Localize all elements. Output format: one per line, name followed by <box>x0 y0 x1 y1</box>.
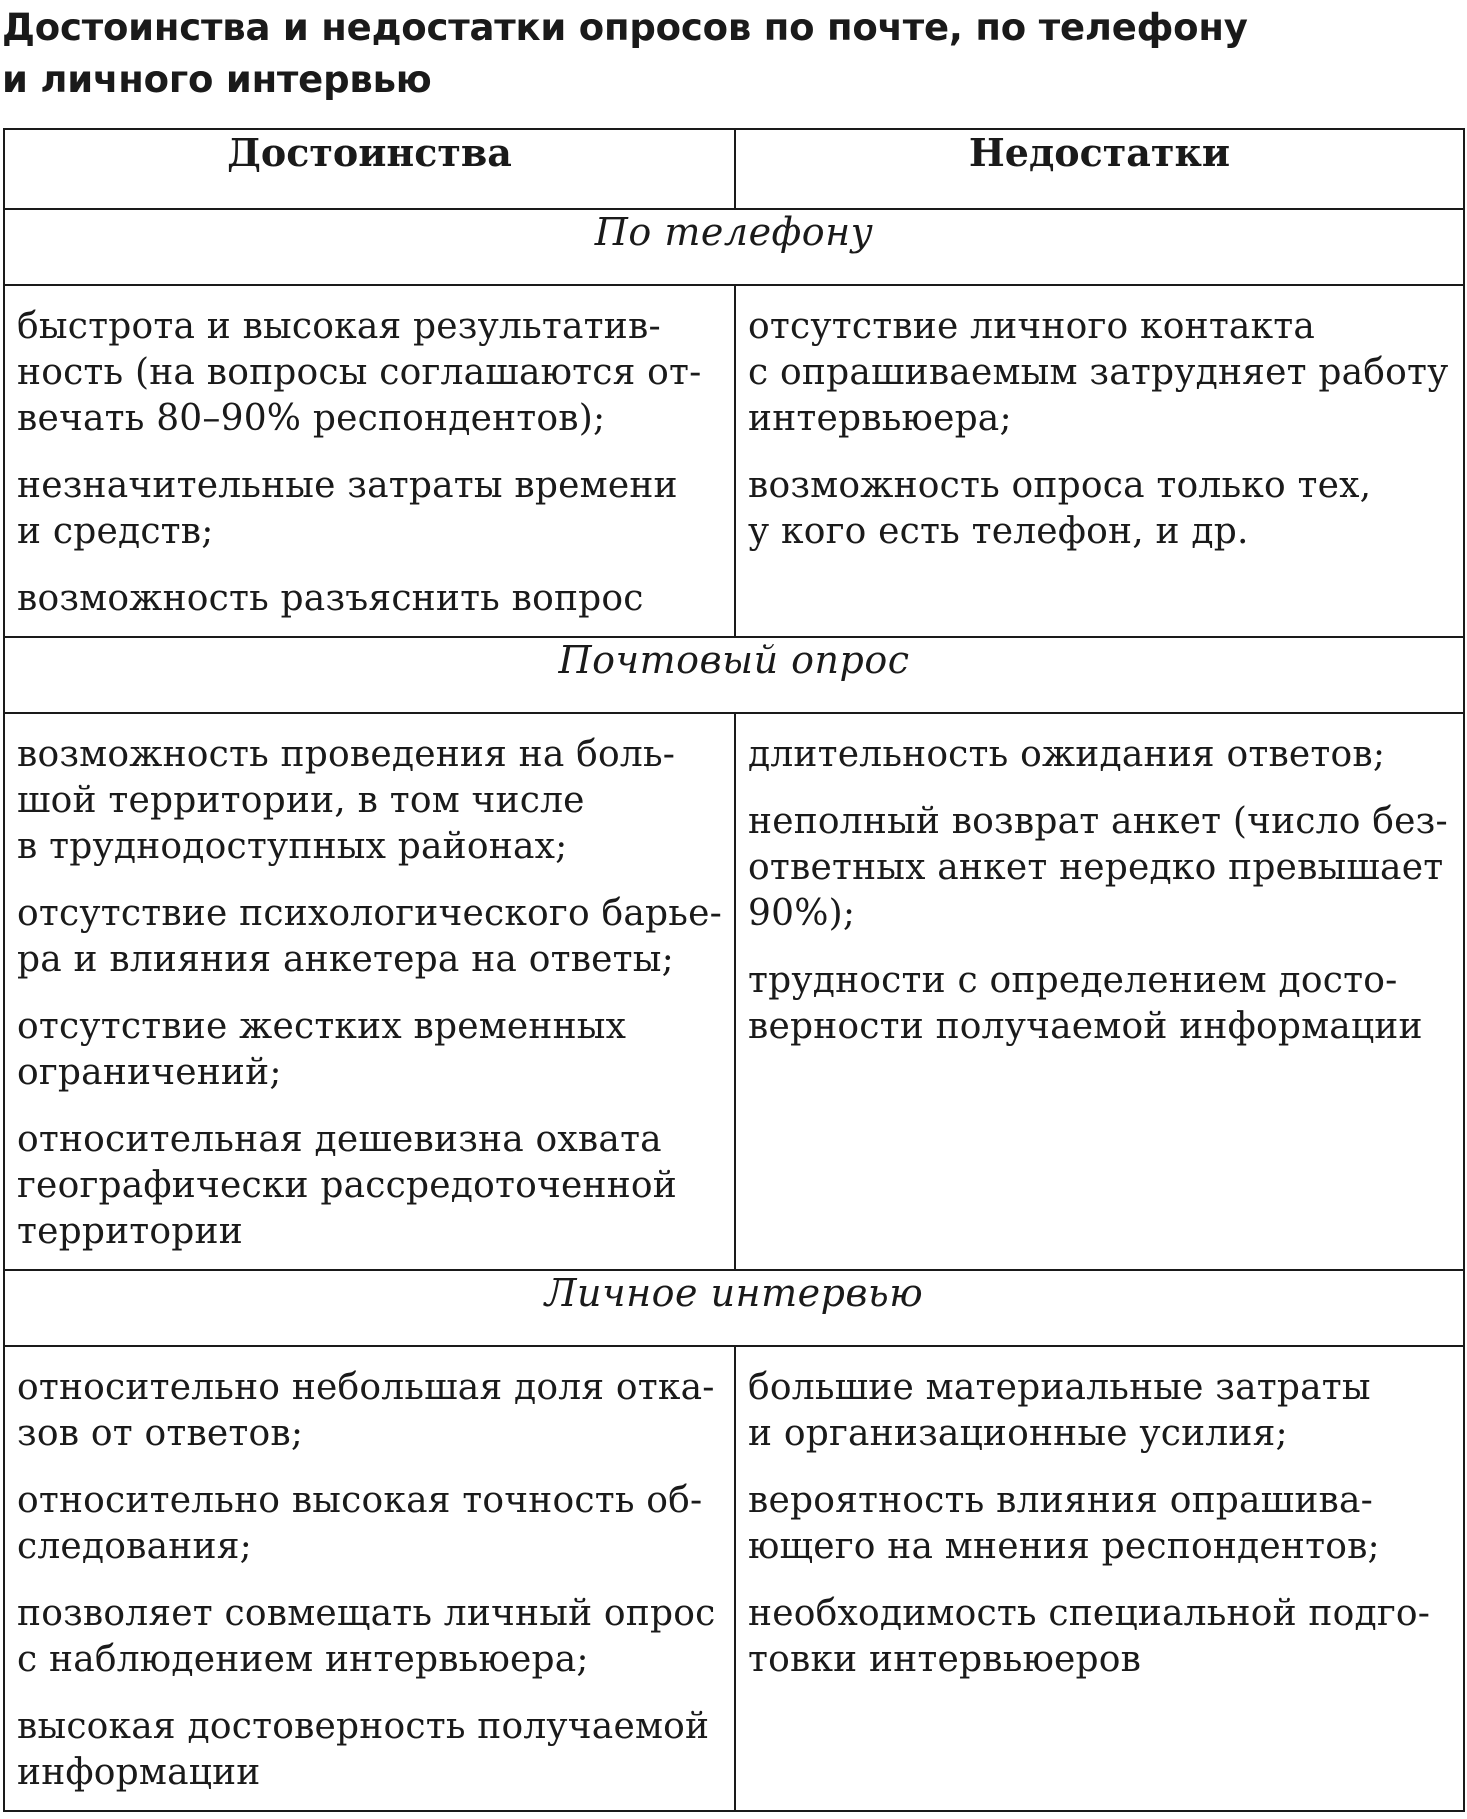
text-line: большие материальные затраты <box>748 1367 1371 1408</box>
text-line: высокая достоверность получаемой <box>17 1706 710 1747</box>
advantages-cell <box>4 1346 735 1811</box>
list-item <box>748 304 1453 442</box>
list-item <box>17 463 724 555</box>
text-line: относительная дешевизна охвата <box>17 1119 662 1160</box>
list-item <box>17 1704 724 1796</box>
list-item <box>748 958 1453 1050</box>
header-row <box>4 129 1464 209</box>
text-line: отсутствие психологического барье- <box>17 893 722 934</box>
table-row <box>4 285 1464 637</box>
text-line: отсутствие жестких временных <box>17 1006 627 1047</box>
text-line: быстрота и высокая результатив- <box>17 306 661 347</box>
section-row <box>4 209 1464 285</box>
text-line: относительно небольшая доля отка- <box>17 1367 715 1408</box>
text-line: товки интервьюеров <box>748 1639 1142 1680</box>
table-body <box>4 129 1464 1811</box>
title-line: Достоинства и недостатки опросов по почте, по телефону <box>2 6 1248 49</box>
text-line: следования; <box>17 1526 252 1567</box>
text-line: относительно высокая точность об- <box>17 1480 703 1521</box>
text-line: трудности с определением досто- <box>748 960 1398 1001</box>
text-line: географически рассредоточенной <box>17 1165 677 1206</box>
text-line: и организационные усилия; <box>748 1413 1288 1454</box>
list-item <box>748 463 1453 555</box>
text-line: неполный возврат анкет (число без- <box>748 801 1448 842</box>
text-line: возможность проведения на боль- <box>17 734 676 775</box>
text-line: зов от ответов; <box>17 1413 304 1454</box>
advantages-cell <box>4 285 735 637</box>
list-item <box>17 1591 724 1683</box>
column-header-advantages: Достоинства <box>4 129 735 209</box>
text-line: верности получаемой информации <box>748 1006 1423 1047</box>
text-line: необходимость специальной подго- <box>748 1593 1431 1634</box>
text-line: ра и влияния анкетера на ответы; <box>17 939 674 980</box>
list-item <box>748 1365 1453 1457</box>
list-item <box>17 891 724 983</box>
text-line: длительность ожидания ответов; <box>748 734 1386 775</box>
text-line: 90%); <box>748 893 856 934</box>
text-line: информации <box>17 1752 261 1793</box>
list-item <box>17 1365 724 1457</box>
text-line: шой территории, в том числе <box>17 780 585 821</box>
disadvantages-cell <box>735 285 1464 637</box>
disadvantages-cell <box>735 1346 1464 1811</box>
text-line: и средств; <box>17 511 214 552</box>
text-line: незначительные затраты времени <box>17 465 678 506</box>
column-header-disadvantages: Недостатки <box>735 129 1464 209</box>
text-line: позволяет совмещать личный опрос <box>17 1593 716 1634</box>
list-item <box>748 732 1453 778</box>
advantages-cell <box>4 713 735 1270</box>
list-item <box>748 1478 1453 1570</box>
list-item <box>17 732 724 870</box>
comparison-table <box>3 128 1465 1812</box>
list-item <box>17 576 724 622</box>
list-item <box>748 799 1453 937</box>
table-row <box>4 1346 1464 1811</box>
text-line: отсутствие личного контакта <box>748 306 1316 347</box>
disadvantages-cell <box>735 713 1464 1270</box>
text-line: с наблюдением интервьюера; <box>17 1639 589 1680</box>
list-item <box>17 304 724 442</box>
text-line: интервьюера; <box>748 398 1012 439</box>
section-row <box>4 637 1464 713</box>
text-line: возможность разъяснить вопрос <box>17 578 644 619</box>
title-line: и личного интервью <box>2 58 432 101</box>
section-title: По телефону <box>4 209 1464 285</box>
list-item <box>17 1004 724 1096</box>
section-row <box>4 1270 1464 1346</box>
text-line: ограничений; <box>17 1052 282 1093</box>
text-line: с опрашиваемым затрудняет работу <box>748 352 1449 393</box>
text-line: вечать 80–90% респондентов); <box>17 398 606 439</box>
table-row <box>4 713 1464 1270</box>
text-line: территории <box>17 1211 243 1252</box>
text-line: вероятность влияния опрашива- <box>748 1480 1374 1521</box>
text-line: ответных анкет нередко превышает <box>748 847 1444 888</box>
section-title: Почтовый опрос <box>4 637 1464 713</box>
list-item <box>17 1478 724 1570</box>
list-item <box>748 1591 1453 1683</box>
section-title: Личное интервью <box>4 1270 1464 1346</box>
text-line: в труднодоступных районах; <box>17 826 568 867</box>
text-line: возможность опроса только тех, <box>748 465 1372 506</box>
text-line: ющего на мнения респондентов; <box>748 1526 1380 1567</box>
document-title <box>2 2 1442 106</box>
list-item <box>17 1117 724 1255</box>
text-line: у кого есть телефон, и др. <box>748 511 1249 552</box>
text-line: ность (на вопросы соглашаются от- <box>17 352 702 393</box>
